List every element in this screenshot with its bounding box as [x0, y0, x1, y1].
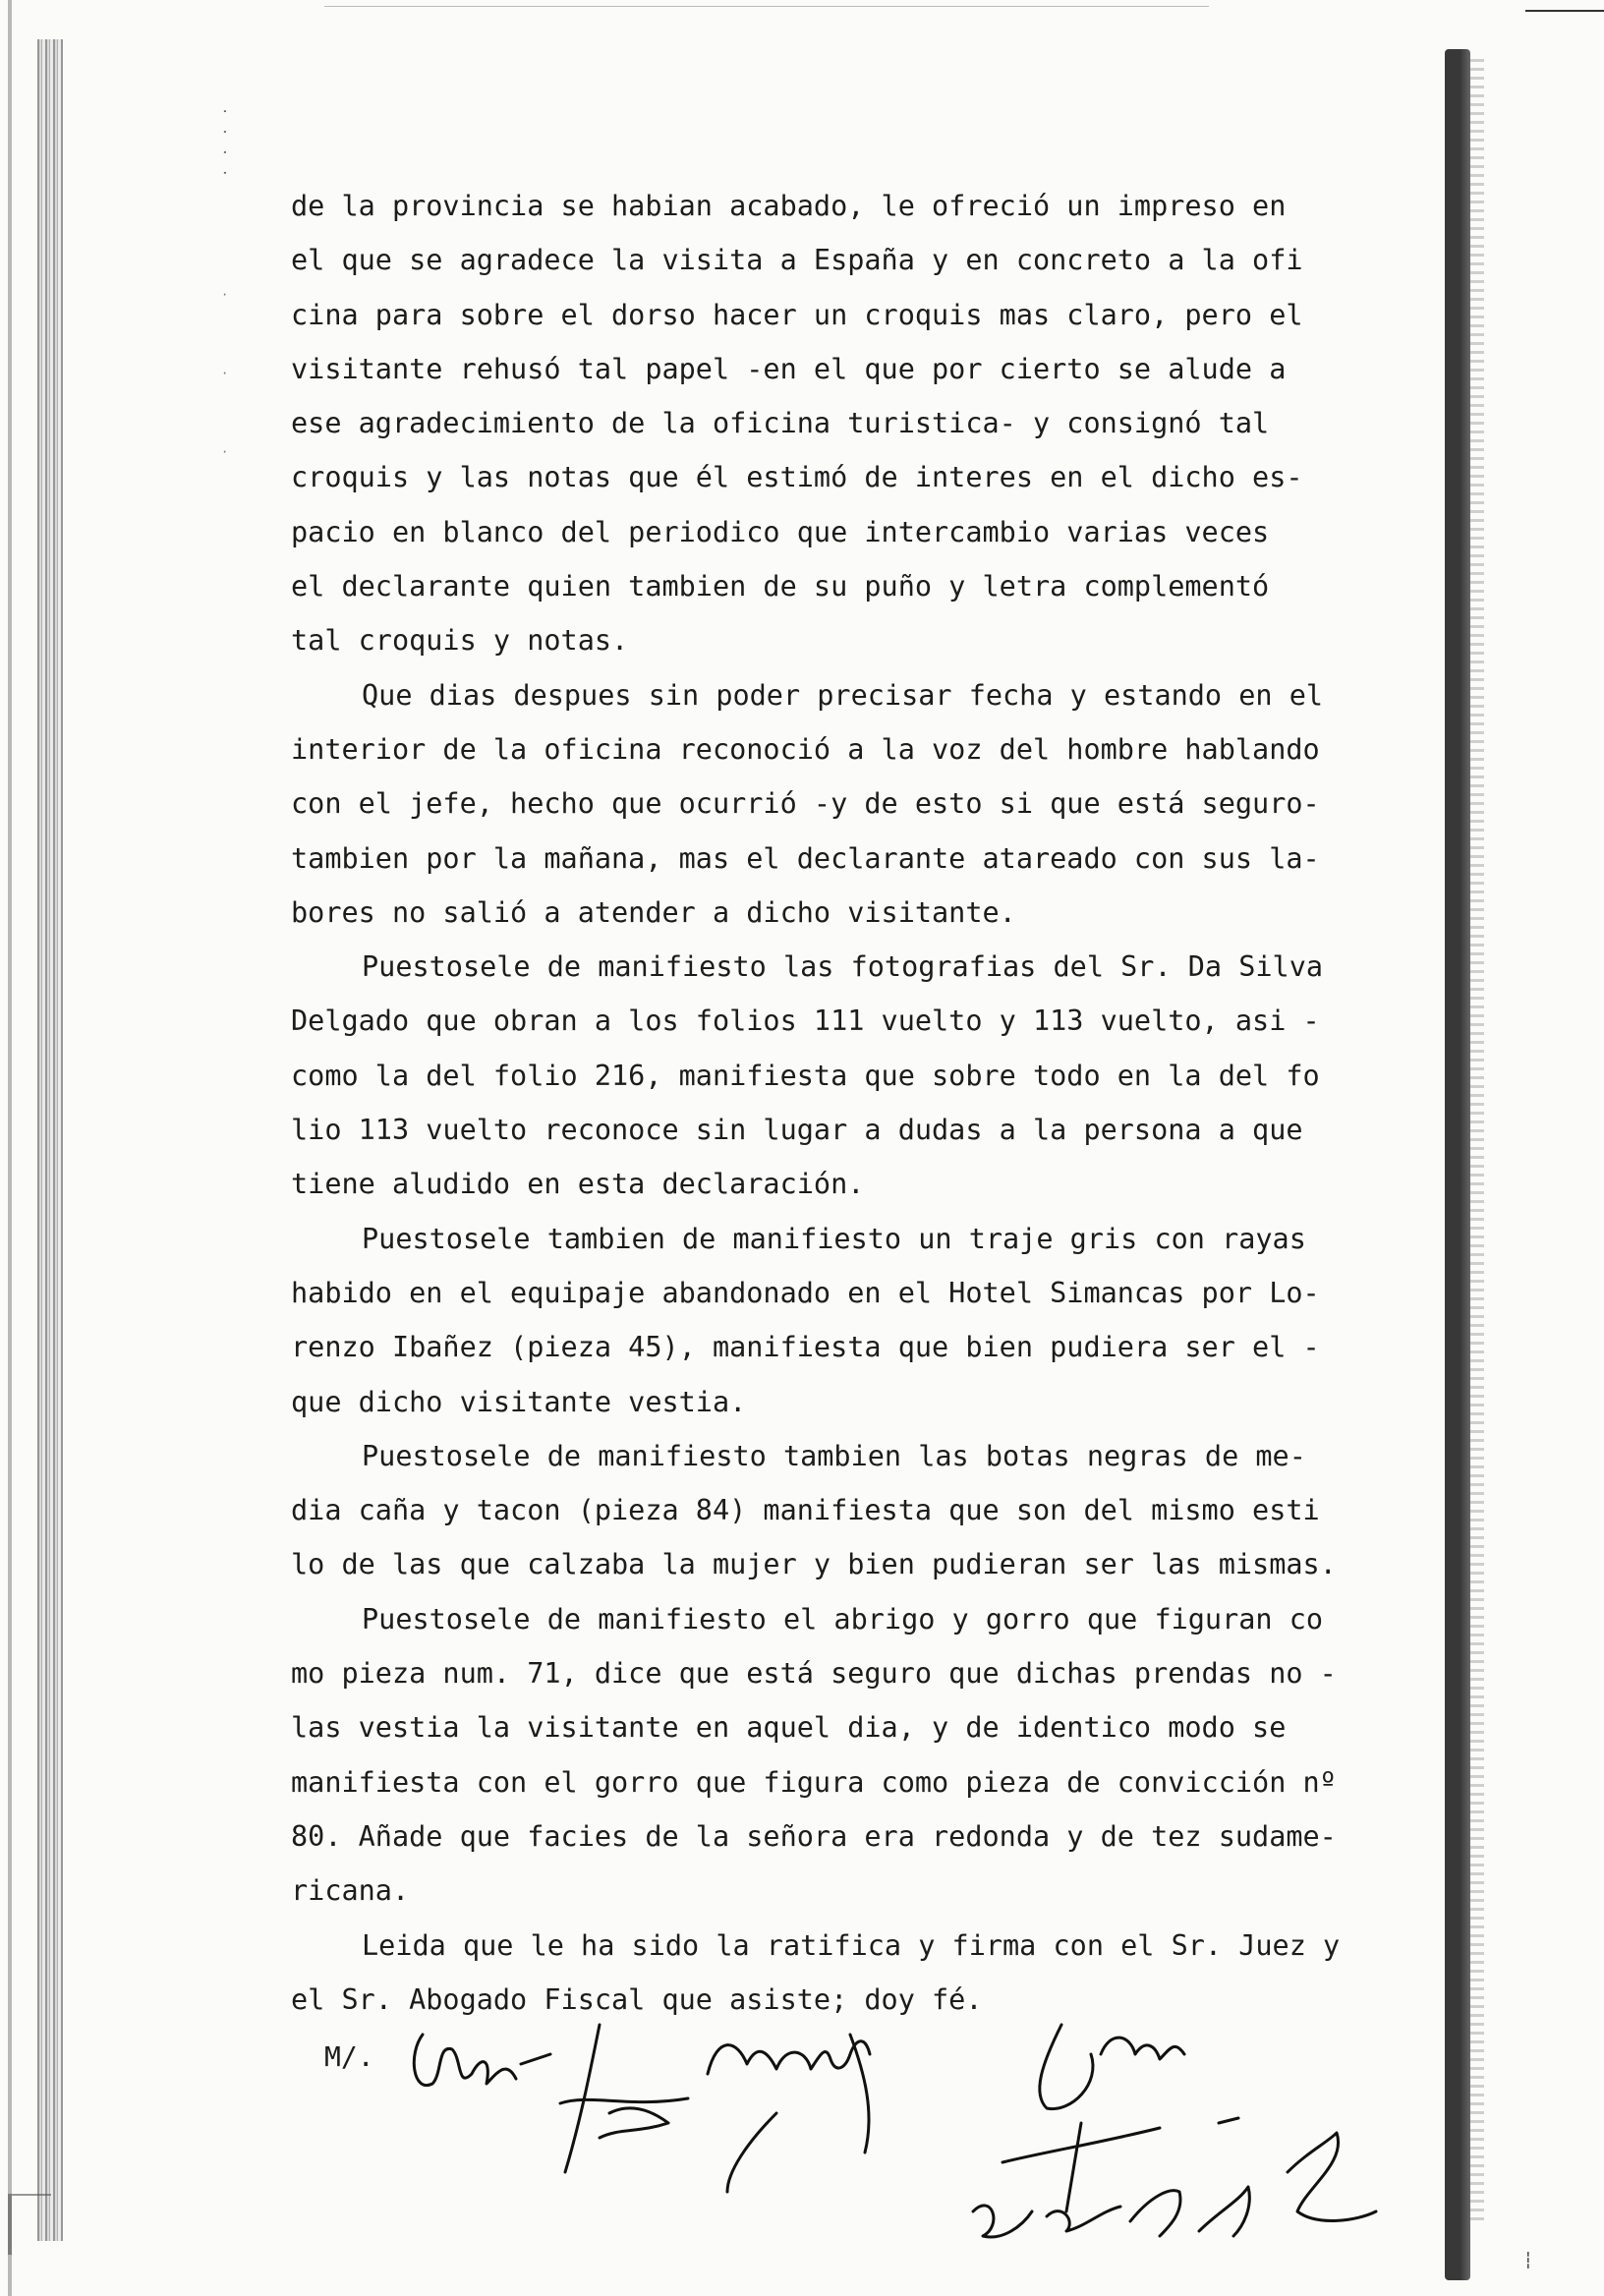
scan-top-line — [324, 6, 1209, 7]
scan-bottom-mark: ┆ — [1523, 2251, 1533, 2269]
text-line: Puestosele de manifiesto las fotografias del Sr. Da Silva — [362, 950, 1324, 984]
text-line: interior de la oficina reconoció a la voz del hombre hablando — [291, 732, 1320, 766]
signature-stroke — [1199, 2187, 1249, 2236]
text-line: el Sr. Abogado Fiscal que asiste; doy fé. — [291, 1982, 983, 2016]
text-line: visitante rehusó tal papel -en el que por cierto se alude a — [291, 352, 1287, 385]
signature-stroke — [1002, 2128, 1160, 2162]
paragraph — [291, 1212, 1456, 1429]
paragraph — [291, 1592, 1456, 1919]
text-line: lio 113 vuelto reconoce sin lugar a dudas a la persona a que — [291, 1114, 1303, 1147]
text-line: cina para sobre el dorso hacer un croquis mas claro, pero el — [291, 298, 1303, 331]
text-line: el declarante quien tambien de su puño y letra complementó — [291, 570, 1270, 603]
text-line: de la provincia se habian acabado, le ofreció un impreso en — [291, 190, 1287, 222]
text-line: manifiesta con el gorro que figura como pieza de convicción nº — [291, 1765, 1337, 1799]
text-line: dia caña y tacon (pieza 84) manifiesta que son del mismo esti — [291, 1494, 1320, 1527]
text-line: como la del folio 216, manifiesta que sobre todo en la del fo — [291, 1059, 1320, 1092]
signature-stroke — [727, 2113, 776, 2192]
scan-binding-shadow — [37, 39, 63, 2241]
signature-stroke — [1288, 2133, 1376, 2220]
text-line: mo pieza num. 71, dice que está seguro que dichas prendas no - — [291, 1657, 1337, 1691]
paragraph — [291, 179, 1456, 668]
margin-dots: · · · — [221, 288, 229, 459]
text-line: el que se agradece la visita a España y en concreto a la ofi — [291, 244, 1303, 277]
signature-stroke — [521, 2054, 550, 2064]
text-line: tal croquis y notas. — [291, 624, 629, 658]
text-line: lo de las que calzaba la mujer y bien pudieran ser las mismas. — [291, 1548, 1337, 1581]
text-line: que dicho visitante vestia. — [291, 1385, 747, 1418]
text-line: 80. Añade que facies de la señora era redonda y de tez sudame- — [291, 1819, 1337, 1853]
handwritten-signatures — [315, 2015, 1494, 2270]
text-line: Puestosele tambien de manifiesto un traje gris con rayas — [362, 1222, 1306, 1255]
signature-stroke — [1066, 2123, 1081, 2211]
text-line: Puestosele de manifiesto el abrigo y gorro que figuran co — [362, 1602, 1324, 1636]
text-line: con el jefe, hecho que ocurrió -y de esto si que está seguro- — [291, 787, 1320, 821]
text-line: Delgado que obran a los folios 111 vuelto y 113 vuelto, asi - — [291, 1004, 1320, 1038]
text-line: ricana. — [291, 1874, 410, 1908]
signature-stroke — [1047, 2207, 1120, 2231]
scan-corner-mark — [8, 2194, 51, 2255]
text-line: Leida que le ha sido la ratifica y firma con el Sr. Juez y — [362, 1928, 1341, 1962]
signature-stroke — [850, 2035, 869, 2152]
signature-stroke — [560, 2098, 688, 2103]
paragraph — [291, 1919, 1456, 2028]
text-line: renzo Ibañez (pieza 45), manifiesta que bien pudiera ser el - — [291, 1331, 1320, 1364]
text-line: tiene aludido en esta declaración. — [291, 1168, 865, 1201]
text-line: Puestosele de manifiesto tambien las botas negras de me- — [362, 1439, 1306, 1472]
paragraph — [291, 1429, 1456, 1592]
signature-stroke — [1130, 2191, 1180, 2236]
text-line: bores no salió a atender a dicho visitante. — [291, 895, 1016, 929]
scan-top-right-mark — [1525, 10, 1604, 12]
signature-stroke — [1040, 2025, 1093, 2109]
text-line: Que dias despues sin poder precisar fecha y estando en el — [362, 678, 1324, 712]
signature-stroke — [600, 2108, 668, 2138]
signature-stroke — [1101, 2038, 1184, 2059]
text-line: las vestia la visitante en aquel dia, y de identico modo se — [291, 1711, 1287, 1745]
text-line: pacio en blanco del periodico que intercambio varias veces — [291, 515, 1270, 548]
text-line: tambien por la mañana, mas el declarante atareado con sus la- — [291, 841, 1320, 875]
signature-stroke — [414, 2035, 516, 2086]
signature-stroke — [708, 2041, 870, 2074]
text-line: habido en el equipaje abandonado en el Hotel Simancas por Lo- — [291, 1276, 1320, 1309]
signature-stroke — [1219, 2118, 1238, 2123]
paragraph — [291, 668, 1456, 940]
signature-stroke — [973, 2206, 1032, 2237]
signature-area — [315, 2015, 1494, 2270]
document-body — [291, 179, 1456, 2027]
signature-label: M/. — [324, 2040, 374, 2073]
text-line: ese agradecimiento de la oficina turistica- y consignó tal — [291, 407, 1270, 440]
text-line: croquis y las notas que él estimó de interes en el dicho es- — [291, 461, 1303, 494]
paragraph — [291, 940, 1456, 1211]
margin-stamp-mark: · · · · — [218, 104, 234, 177]
scan-right-speckle — [1470, 59, 1484, 2221]
scan-left-border — [8, 0, 12, 2296]
